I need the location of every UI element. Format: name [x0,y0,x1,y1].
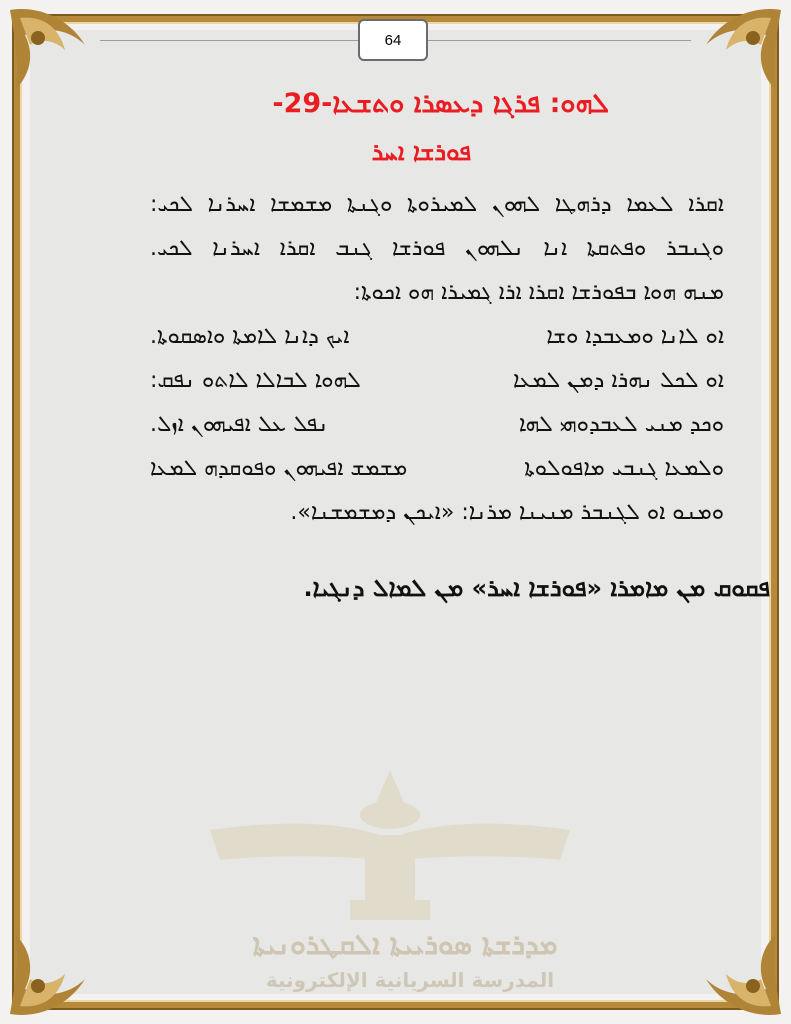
text-line: ܘܓܢܒܪ ܘܦܬܩܬܐ ܐܢܐ ܢܠܗܘܢ ܦܘܪܫܐ ܓܢܒ ܐܩܪܐ ܐܚܪܢܐ ܠܟܝ. [150,236,724,261]
verse-half: ܘܠܡܥܐ ܓܢܒܝ ܡܐܦܘܠܘܬܐ [524,456,724,481]
corner-ornament-icon [0,0,120,120]
verse-half: ܐܘ ܠܐܢܐ ܘܡܥܒܕܐ ܘܫܐ [546,324,724,349]
verse-half: ܡܫܡܫ ܐܦܝܗܘܢ ܘܦܘܩܕܗ ܠܡܥܐ [150,456,408,481]
verse-half: ܠܗܘܐ ܠܒܐܠܐ ܠܐܬܘ ܢܦܩ: [150,368,361,393]
verse-line [150,447,724,491]
text-line: ܡܢܗ ܗܘܐ ܒܦܘܪܫܐ ܐܩܪܐ ܐܪܐ ܓܡܝܪܐ ܗܘ ܐܟܘܬܐ: [353,280,724,305]
verse-line [150,359,724,403]
corner-ornament-icon [671,904,791,1024]
corner-ornament-icon [0,904,120,1024]
corner-ornament-icon [671,0,791,120]
winged-emblem-icon [200,760,580,940]
body-text [150,183,724,535]
watermark-arabic: المدرسة السريانية الإلكترونية [265,968,555,992]
verse-half: ܘܟܕ ܡܢܝ ܠܥܒܕܘܗܝ ܠܗܐ [518,412,724,437]
verse-half: ܢܦܠ ܥܠ ܐܦܝܗܘܢ ܐܙܠ. [150,412,329,437]
lesson-subtitle: ܦܘܪܫܐ ܐܚܪ [371,138,471,166]
verse-line [150,403,724,447]
closing-sentence: ܦܩܘܩ ܡܢ ܡܐܡܪܐ «ܦܘܪܫܐ ܐܚܪ» ܡܢ ܠܡܐܠ ܕܢܓܝܐ. [303,574,770,602]
page-number: 64 [358,19,428,61]
watermark-syriac: ܡܕܪܫܬܐ ܣܘܪܝܝܬܐ ܐܠܩܛܪܘܢܝܬܐ [252,928,558,961]
verse-line [150,315,724,359]
lesson-title: ܠܗܘ: ܦܪܓܐ ܕܥܣܪܐ ܘܬܫܥܐ-29- [272,88,609,119]
verse-half: ܐܘ ܠܟܠ ܢܗܪܐ ܕܡܢ ܠܡܥܐ [513,368,724,393]
text-line: ܐܩܪܐ ܠܥܡܐ ܕܪܗܛܐ ܠܗܘܢ ܠܡܝܪܘܬܐ ܘܓܢܬܐ ܡܫܡܫܐ ܐܚܪܢܐ ܠܟܝ: [150,192,724,217]
verse-half: ܐܝܟ ܕܐܢܐ ܠܐܡܬܐ ܘܐܣܩܘܬܐ. [150,324,350,349]
text-line: ܘܡܢܘ ܐܘ ܠܓܢܒܪ ܡܢܝܢܐ ܡܪܢܐ: «ܐܝܟܢ ܕܡܫܡܫܢܐ». [290,500,724,525]
